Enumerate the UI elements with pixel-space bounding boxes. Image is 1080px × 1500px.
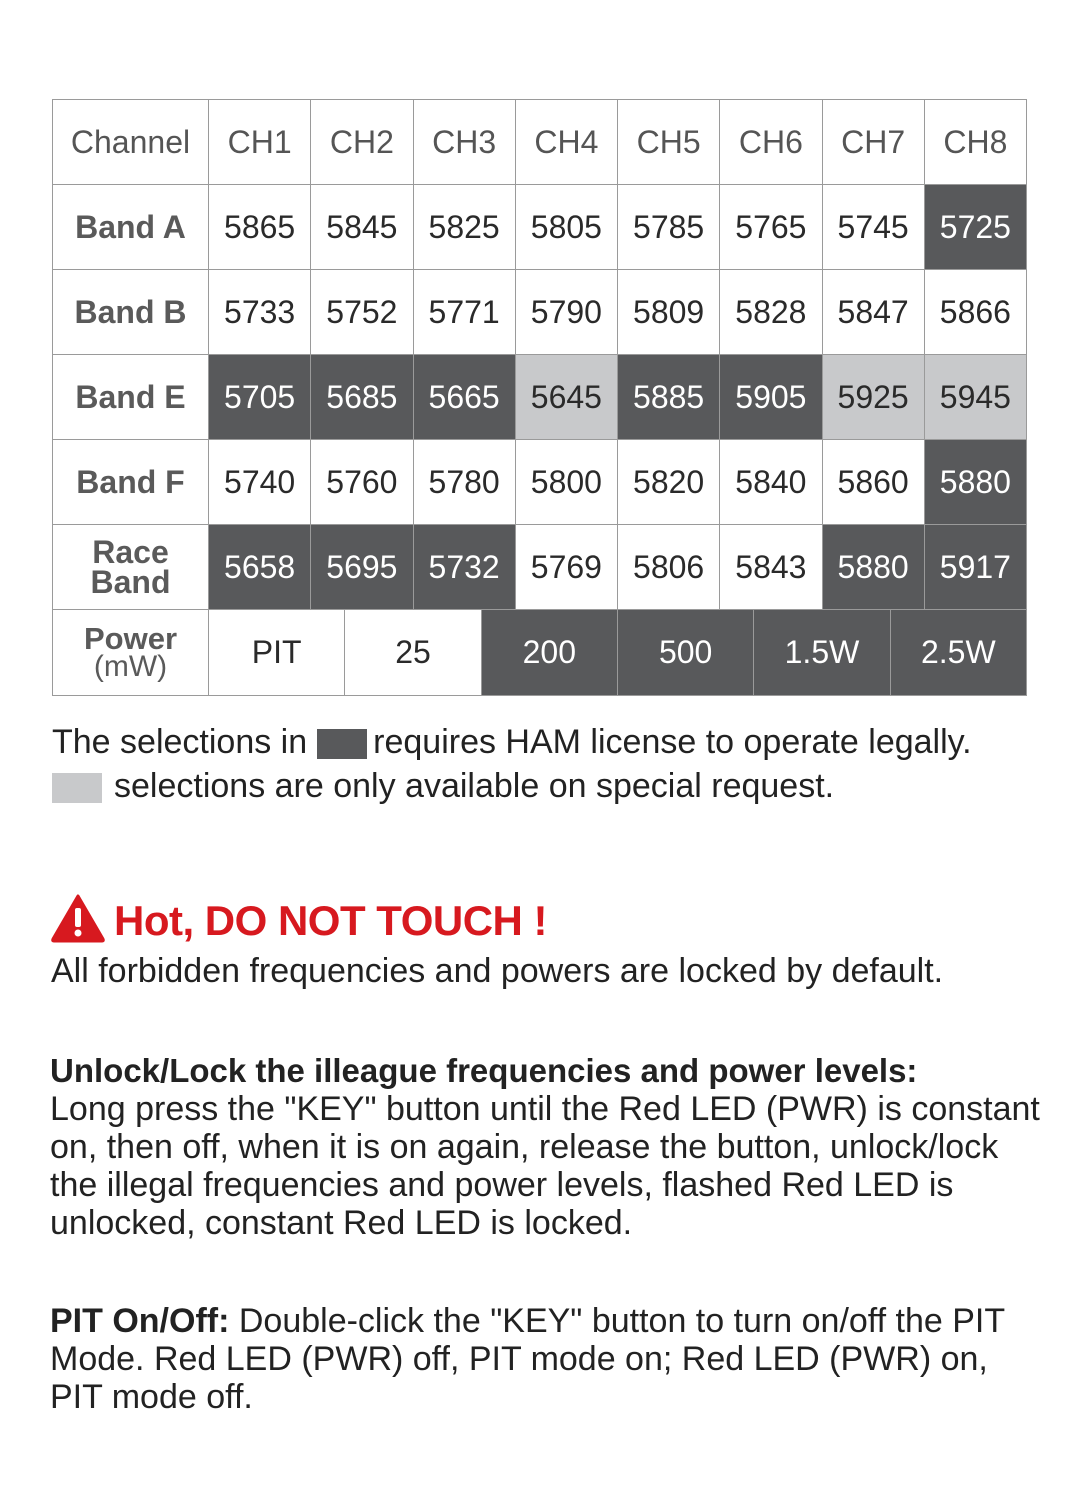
header-cell: CH2 <box>311 100 413 185</box>
frequency-cell: 5945 <box>924 355 1026 440</box>
frequency-cell: 5820 <box>618 440 720 525</box>
warning-title: Hot, DO NOT TOUCH ! <box>114 896 548 944</box>
row-label: Band F <box>53 440 209 525</box>
frequency-cell: 5705 <box>209 355 311 440</box>
unlock-section <box>50 1052 1040 1242</box>
frequency-cell: 5880 <box>924 440 1026 525</box>
frequency-cell: 5885 <box>618 355 720 440</box>
frequency-table <box>52 99 1027 610</box>
frequency-cell: 5725 <box>924 185 1026 270</box>
frequency-cell: 5752 <box>311 270 413 355</box>
power-cell: 25 <box>345 610 481 695</box>
frequency-cell: 5740 <box>209 440 311 525</box>
light-swatch <box>52 773 102 803</box>
header-cell: CH5 <box>618 100 720 185</box>
power-label-line2: (mW) <box>93 649 168 683</box>
unlock-body: Long press the "KEY" button until the Red LED (PWR) is constant on, then off, when it is on again, release the button, unlock/lock the illegal frequencies and power levels, flashed Red LED is unlocked, constant Red LED is locked. <box>50 1090 1040 1242</box>
power-cell: 500 <box>618 610 754 695</box>
frequency-cell: 5847 <box>822 270 924 355</box>
header-cell: CH4 <box>515 100 617 185</box>
unlock-heading: Unlock/Lock the illeague frequencies and power levels: <box>50 1052 918 1089</box>
frequency-cell: 5780 <box>413 440 515 525</box>
header-cell: CH1 <box>209 100 311 185</box>
pit-heading: PIT On/Off: <box>50 1302 230 1340</box>
power-cell: 200 <box>482 610 618 695</box>
frequency-cell: 5695 <box>311 525 413 610</box>
table-row <box>53 525 1027 610</box>
warning-triangle-icon <box>50 893 106 948</box>
table-row <box>53 355 1027 440</box>
frequency-cell: 5840 <box>720 440 822 525</box>
dark-swatch <box>317 729 367 759</box>
frequency-cell: 5733 <box>209 270 311 355</box>
frequency-cell: 5800 <box>515 440 617 525</box>
header-cell: CH6 <box>720 100 822 185</box>
row-label <box>53 525 209 610</box>
frequency-cell: 5860 <box>822 440 924 525</box>
row-label: Band B <box>53 270 209 355</box>
frequency-cell: 5843 <box>720 525 822 610</box>
frequency-cell: 5825 <box>413 185 515 270</box>
pit-body: Double-click the "KEY" button to turn on/off the PIT Mode. Red LED (PWR) off, PIT mode on; Red LED (PWR) on, PIT mode off. <box>50 1302 1005 1416</box>
frequency-table-container <box>52 99 1027 696</box>
warning-heading <box>50 893 547 948</box>
power-label <box>53 610 209 695</box>
power-label-line1: Power <box>83 620 178 656</box>
frequency-cell: 5880 <box>822 525 924 610</box>
header-cell: CH8 <box>924 100 1026 185</box>
frequency-cell: 5806 <box>618 525 720 610</box>
table-row <box>53 270 1027 355</box>
frequency-cell: 5828 <box>720 270 822 355</box>
row-label: Band A <box>53 185 209 270</box>
frequency-cell: 5865 <box>209 185 311 270</box>
power-row <box>52 610 1027 696</box>
frequency-cell: 5809 <box>618 270 720 355</box>
power-cell: 2.5W <box>891 610 1026 695</box>
pit-section <box>50 1302 1040 1416</box>
legend-line-light <box>52 764 972 808</box>
table-row <box>53 185 1027 270</box>
frequency-cell: 5785 <box>618 185 720 270</box>
frequency-cell: 5685 <box>311 355 413 440</box>
frequency-cell: 5760 <box>311 440 413 525</box>
header-cell: CH3 <box>413 100 515 185</box>
table-row <box>53 440 1027 525</box>
frequency-cell: 5745 <box>822 185 924 270</box>
legend-line-dark <box>52 720 972 764</box>
frequency-cell: 5769 <box>515 525 617 610</box>
frequency-cell: 5658 <box>209 525 311 610</box>
frequency-cell: 5732 <box>413 525 515 610</box>
legend-text-before: The selections in <box>52 723 308 761</box>
header-cell: Channel <box>53 100 209 185</box>
row-label-line2: Band <box>90 564 171 600</box>
legend <box>52 720 972 808</box>
frequency-cell: 5866 <box>924 270 1026 355</box>
frequency-cell: 5917 <box>924 525 1026 610</box>
frequency-cell: 5665 <box>413 355 515 440</box>
frequency-cell: 5845 <box>311 185 413 270</box>
row-label: Band E <box>53 355 209 440</box>
frequency-cell: 5805 <box>515 185 617 270</box>
power-cell: PIT <box>209 610 345 695</box>
row-label-line1: Race <box>92 534 169 570</box>
warning-text: All forbidden frequencies and powers are locked by default. <box>51 952 944 990</box>
frequency-cell: 5765 <box>720 185 822 270</box>
table-header-row <box>53 100 1027 185</box>
frequency-cell: 5905 <box>720 355 822 440</box>
header-cell: CH7 <box>822 100 924 185</box>
power-cell: 1.5W <box>754 610 890 695</box>
frequency-cell: 5771 <box>413 270 515 355</box>
frequency-cell: 5925 <box>822 355 924 440</box>
frequency-cell: 5790 <box>515 270 617 355</box>
legend-text-light: selections are only available on special request. <box>114 767 835 805</box>
legend-text-after: requires HAM license to operate legally. <box>373 723 972 761</box>
frequency-cell: 5645 <box>515 355 617 440</box>
